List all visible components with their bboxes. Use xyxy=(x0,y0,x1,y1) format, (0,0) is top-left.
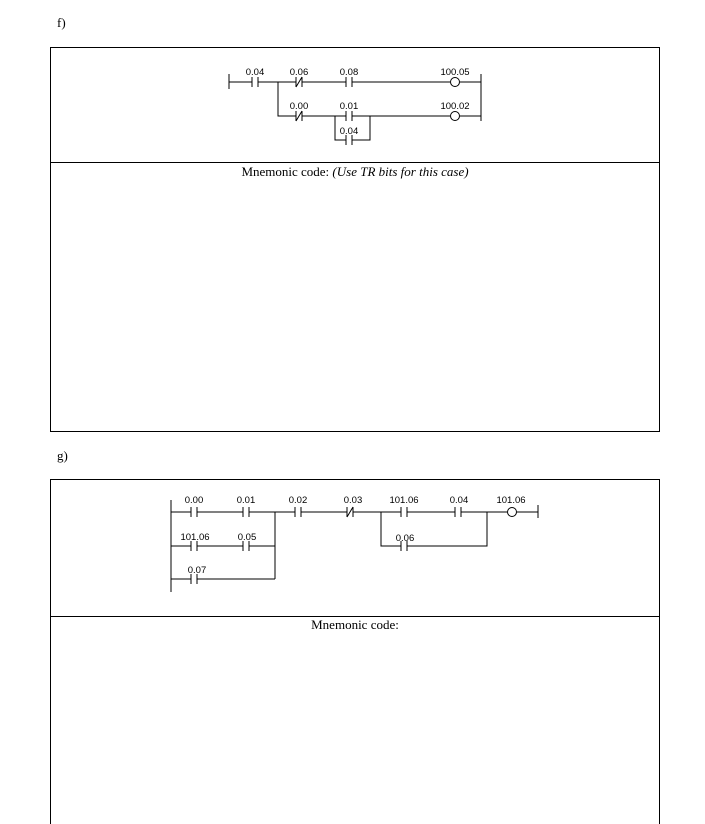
contact-f-0.04-a: 0.04 xyxy=(245,67,265,78)
contact-f-0.00: 0.00 xyxy=(289,101,309,112)
contact-g-101.06-b: 101.06 xyxy=(180,532,210,543)
coil-g-101.06: 101.06 xyxy=(496,495,526,506)
contact-g-0.02: 0.02 xyxy=(288,495,308,506)
contact-f-0.01: 0.01 xyxy=(339,101,359,112)
contact-g-0.01: 0.01 xyxy=(236,495,256,506)
coil-g-1 xyxy=(508,508,517,517)
coil-f-100.02: 100.02 xyxy=(440,101,470,112)
contact-f-0.06: 0.06 xyxy=(289,67,309,78)
problem-g-label: g) xyxy=(57,448,68,463)
contact-g-0.03: 0.03 xyxy=(343,495,363,506)
problem-g-caption: Mnemonic code: xyxy=(311,617,399,632)
problem-f-label: f) xyxy=(57,15,66,30)
contact-g-0.07: 0.07 xyxy=(187,565,207,576)
contact-f-0.08: 0.08 xyxy=(339,67,359,78)
contact-g-0.05: 0.05 xyxy=(237,532,257,543)
contact-f-0.04-b: 0.04 xyxy=(339,126,359,137)
caption-f-note: (Use TR bits for this case) xyxy=(332,164,469,179)
contact-g-0.04: 0.04 xyxy=(449,495,469,506)
contact-g-0.00: 0.00 xyxy=(184,495,204,506)
coil-f-100.05: 100.05 xyxy=(440,67,470,78)
contact-g-0.06: 0.06 xyxy=(395,533,415,544)
contact-g-101.06-a: 101.06 xyxy=(389,495,419,506)
caption-f-prefix: Mnemonic code: xyxy=(241,164,333,179)
